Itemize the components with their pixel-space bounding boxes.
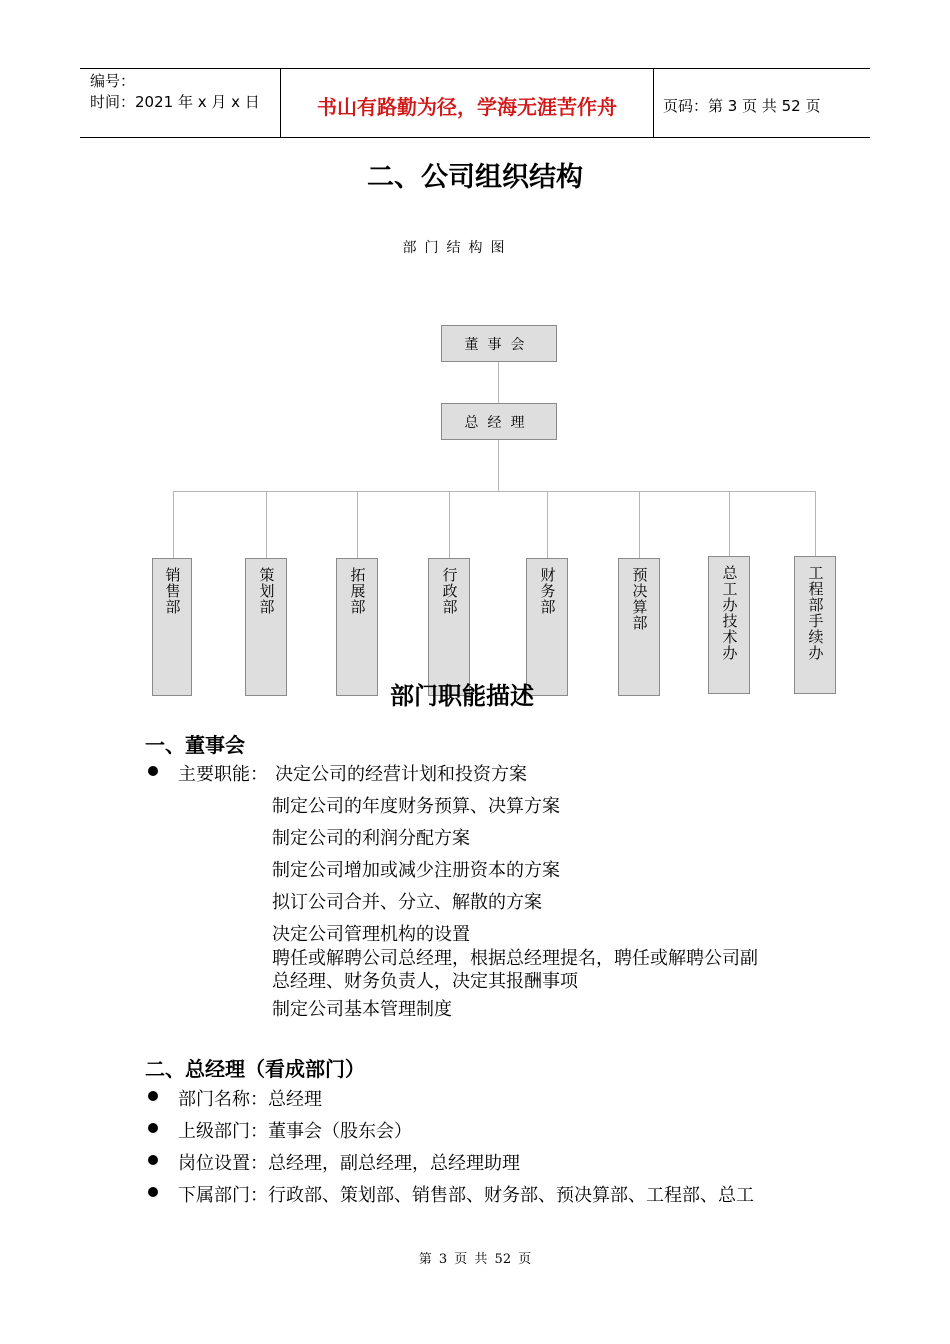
board-functions-label: 主要职能： [178, 764, 268, 785]
org-node-budget: 预决算部 [618, 558, 660, 696]
board-function-item: 总经理、财务负责人，决定其报酬事项 [272, 971, 578, 992]
bullet-icon [148, 1155, 158, 1165]
org-node-general-manager: 总经理 [441, 403, 557, 440]
gm-info-item: 上级部门：董事会（股东会） [178, 1121, 412, 1142]
header-right-cell [653, 69, 870, 137]
org-node-administration: 行政部 [428, 558, 470, 696]
org-node-board: 董事会 [441, 325, 557, 362]
board-function-item: 制定公司基本管理制度 [272, 999, 452, 1020]
org-chart-caption: 部门结构图 [402, 240, 513, 256]
connector-dept [547, 491, 548, 559]
connector-dept [639, 491, 640, 559]
bullet-icon [148, 766, 158, 776]
header-left-cell [80, 69, 280, 137]
section-title-department-functions: 部门职能描述 [390, 682, 534, 710]
connector-horizontal [173, 491, 816, 492]
bullet-icon [148, 1187, 158, 1197]
board-function-item: 制定公司增加或减少注册资本的方案 [272, 860, 560, 881]
header-motto: 书山有路勤为径，学海无涯苦作舟 [317, 95, 617, 119]
org-node-sales: 销售部 [152, 558, 192, 696]
connector-dept [729, 491, 730, 557]
heading-general-manager: 二、总经理（看成部门） [145, 1057, 365, 1081]
bullet-icon [148, 1123, 158, 1133]
connector-manager-branch [498, 440, 499, 492]
document-date: 时间：2021 年 x 月 x 日 [90, 93, 260, 111]
board-function-item: 制定公司的年度财务预算、决算方案 [272, 796, 560, 817]
page-header [80, 68, 870, 138]
gm-info-item: 部门名称：总经理 [178, 1089, 322, 1110]
board-function-item: 拟订公司合并、分立、解散的方案 [272, 892, 542, 913]
page-footer: 第 3 页 共 52 页 [418, 1252, 532, 1267]
board-function-item: 决定公司的经营计划和投资方案 [275, 764, 527, 785]
connector-dept [357, 491, 358, 559]
page-title: 二、公司组织结构 [367, 162, 583, 193]
connector-dept [266, 491, 267, 559]
org-node-engineering-permits: 工程部手续办 [794, 556, 836, 694]
connector-dept [173, 491, 174, 559]
org-node-chief-engineer-office: 总工办技术办 [708, 556, 750, 694]
heading-board: 一、董事会 [145, 733, 245, 757]
board-function-item: 聘任或解聘公司总经理，根据总经理提名，聘任或解聘公司副 [272, 948, 758, 969]
gm-info-item: 下属部门：行政部、策划部、销售部、财务部、预决算部、工程部、总工 [178, 1185, 754, 1206]
connector-dept [815, 491, 816, 557]
connector-dept [449, 491, 450, 559]
header-page-number: 页码：第 3 页 共 52 页 [663, 97, 821, 115]
org-node-finance: 财务部 [526, 558, 568, 696]
bullet-icon [148, 1091, 158, 1101]
gm-info-item: 岗位设置：总经理，副总经理，总经理助理 [178, 1153, 520, 1174]
org-node-expansion: 拓展部 [336, 558, 378, 696]
connector-board-manager [498, 362, 499, 404]
document-number: 编号： [90, 72, 136, 90]
header-center-cell [280, 69, 654, 137]
board-function-item: 制定公司的利润分配方案 [272, 828, 470, 849]
org-node-planning: 策划部 [245, 558, 287, 696]
board-function-item: 决定公司管理机构的设置 [272, 924, 470, 945]
